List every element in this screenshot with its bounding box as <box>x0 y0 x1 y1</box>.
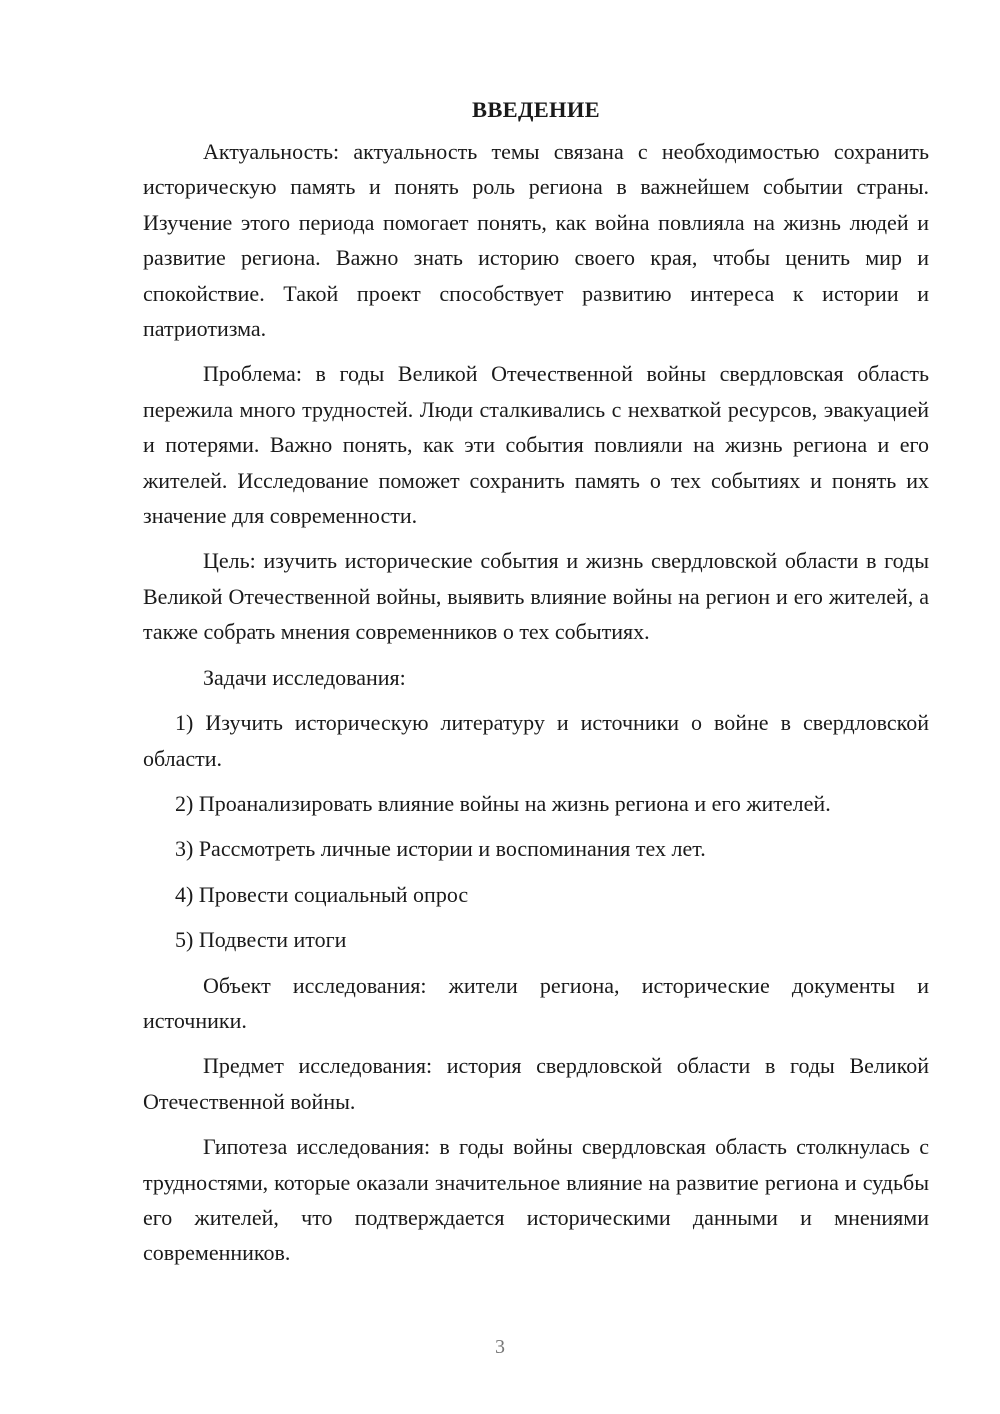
tasks-heading: Задачи исследования: <box>203 664 406 690</box>
object-paragraph: Объект исследования: жители региона, исторические документы и источники. <box>143 972 929 1033</box>
section-title: ВВЕДЕНИЕ <box>472 97 600 122</box>
problem-paragraph: Проблема: в годы Великой Отечественной войны свердловская область пережила много трудностей. Люди сталкивались с нехваткой ресурсов, эвакуацией и потерями. Важно понять, как эти события повлияли на жизнь региона и его жителей. Исследование поможет сохранить память о тех событиях и понять их значение для современности. <box>143 361 929 529</box>
hypothesis-paragraph: Гипотеза исследования: в годы войны свердловская область столкнулась с трудностями, которые оказали значительное влияние на развитие региона и судьбы его жителей, что подтверждается историческими данными и мнениями современников. <box>143 1134 929 1266</box>
task-item: 5) Подвести итоги <box>175 927 347 953</box>
task-item: 1) Изучить историческую литературу и источники о войне в свердловской области. <box>143 710 929 771</box>
tasks-list <box>143 705 929 957</box>
task-item: 3) Рассмотреть личные истории и воспоминания тех лет. <box>175 836 706 862</box>
task-item: 4) Провести социальный опрос <box>175 881 469 907</box>
document-page <box>143 92 929 1281</box>
subject-paragraph: Предмет исследования: история свердловской области в годы Великой Отечественной войны. <box>143 1053 929 1114</box>
page-number: 3 <box>495 1336 505 1358</box>
task-item: 2) Проанализировать влияние войны на жизнь региона и его жителей. <box>175 790 831 816</box>
goal-paragraph: Цель: изучить исторические события и жизнь свердловской области в годы Великой Отечественной войны, выявить влияние войны на регион и его жителей, а также собрать мнения современников о тех событиях. <box>143 548 929 645</box>
relevance-paragraph: Актуальность: актуальность темы связана с необходимостью сохранить историческую память и понять роль региона в важнейшем событии страны. Изучение этого периода помогает понять, как война повлияла на жизнь людей и развитие региона. Важно знать историю своего края, чтобы ценить мир и спокойствие. Такой проект способствует развитию интереса к истории и патриотизма. <box>143 139 929 342</box>
